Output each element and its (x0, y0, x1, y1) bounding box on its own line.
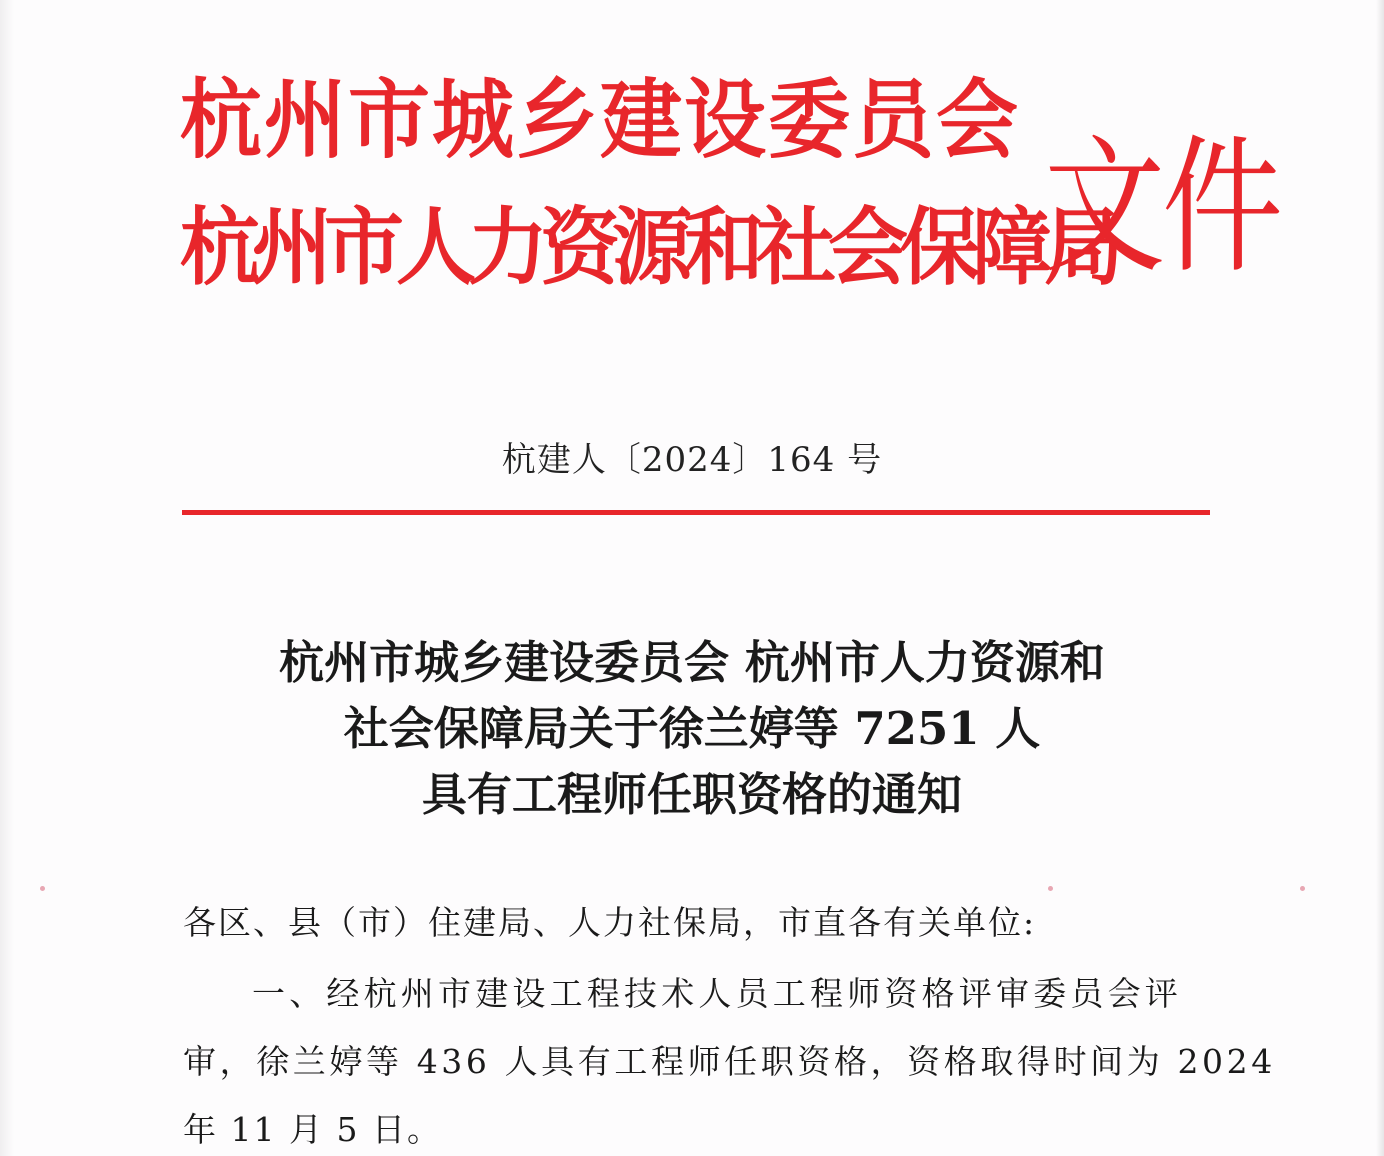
header-issuer-2: 杭州市人力资源和社会保障局 (180, 198, 1116, 297)
paragraph-1-line-3: 年 11 月 5 日。 (183, 1110, 442, 1149)
document-number: 杭建人〔2024〕164 号 (501, 440, 883, 480)
title-line-1: 杭州市城乡建设委员会 杭州市人力资源和 (279, 636, 1105, 689)
page-edge-left (0, 0, 14, 1156)
header-issuer-1: 杭州市城乡建设委员会 (180, 70, 1021, 171)
header-document-suffix: 文件 (1044, 121, 1280, 295)
scan-mark (1048, 886, 1053, 891)
red-divider-line (182, 510, 1210, 515)
paragraph-1-line-2: 审，徐兰婷等 436 人具有工程师任职资格，资格取得时间为 2024 (183, 1042, 1276, 1081)
title-line-3: 具有工程师任职资格的通知 (421, 768, 962, 821)
scan-mark (40, 886, 45, 891)
salutation: 各区、县（市）住建局、人力社保局，市直各有关单位: (183, 903, 1037, 942)
scan-mark (1300, 886, 1305, 891)
page-edge-right (1376, 0, 1384, 1156)
title-line-2: 社会保障局关于徐兰婷等 7251 人 (343, 702, 1041, 755)
paragraph-1-line-1: 一、经杭州市建设工程技术人员工程师资格评审委员会评 (252, 974, 1182, 1013)
document-title (0, 630, 1384, 828)
